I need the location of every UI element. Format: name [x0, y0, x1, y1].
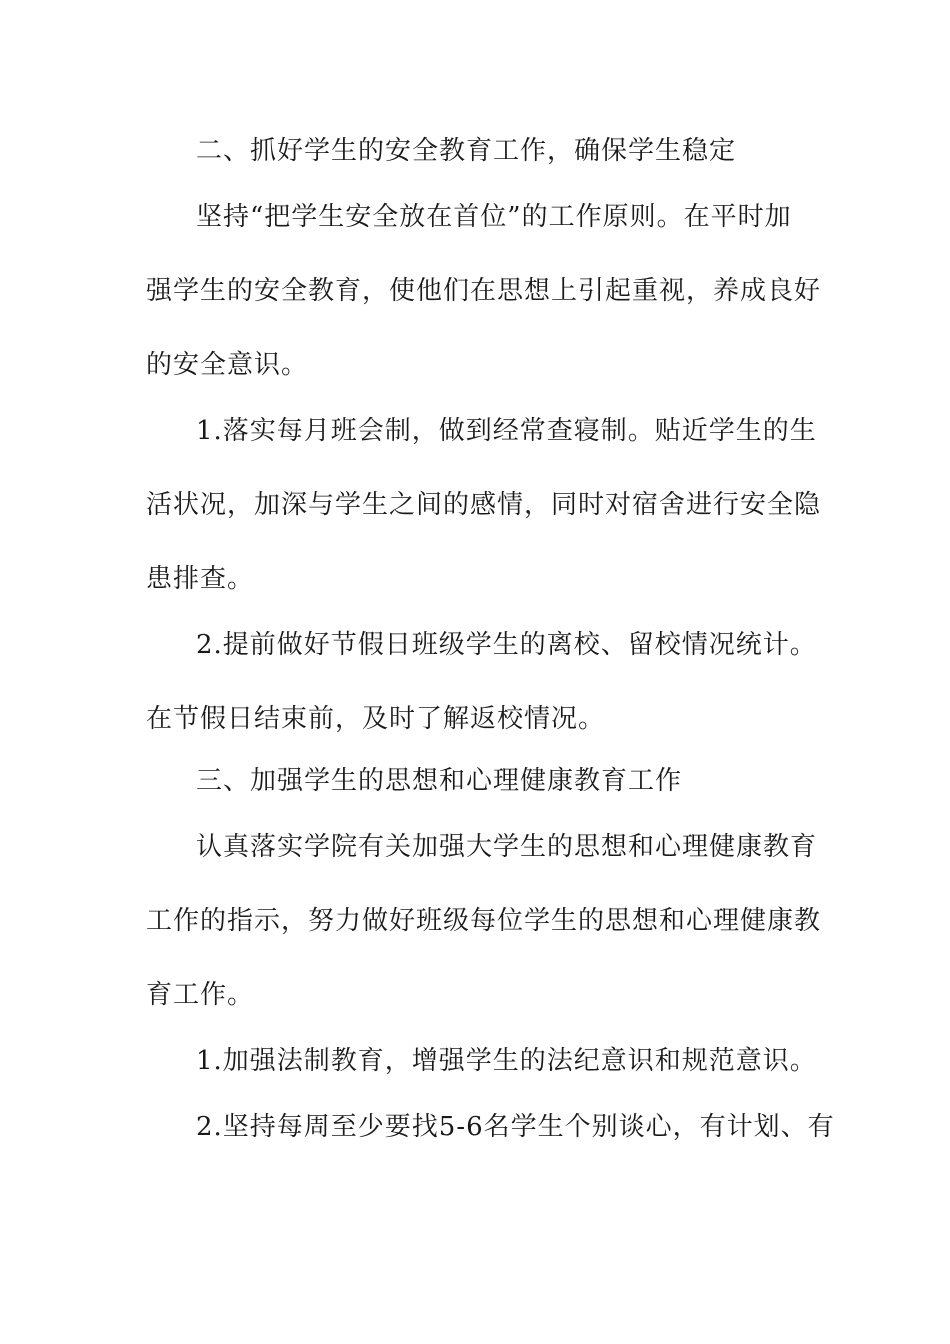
list-item-line: 2.坚持每周至少要找5-6名学生个别谈心，有计划、有: [196, 1112, 835, 1142]
paragraph-line: 工作的指示，努力做好班级每位学生的思想和心理健康教: [146, 906, 822, 936]
list-item-line: 1.加强法制教育，增强学生的法纪意识和规范意识。: [196, 1046, 817, 1076]
paragraph-line: 坚持“把学生安全放在首位”的工作原则。在平时加: [196, 202, 792, 232]
heading-section-three: 三、加强学生的思想和心理健康教育工作: [196, 766, 683, 796]
heading-section-two: 二、抓好学生的安全教育工作，确保学生稳定: [196, 136, 737, 166]
list-item-line: 2.提前做好节假日班级学生的离校、留校情况统计。: [196, 630, 817, 660]
paragraph-line: 认真落实学院有关加强大学生的思想和心理健康教育: [196, 832, 818, 862]
paragraph-line: 在节假日结束前，及时了解返校情况。: [146, 704, 606, 734]
paragraph-line: 的安全意识。: [146, 350, 309, 380]
paragraph-line: 患排查。: [146, 564, 255, 594]
paragraph-line: 活状况，加深与学生之间的感情，同时对宿舍进行安全隐: [146, 490, 822, 520]
list-item-line: 1.落实每月班会制，做到经常查寝制。贴近学生的生: [196, 416, 817, 446]
paragraph-line: 强学生的安全教育，使他们在思想上引起重视，养成良好: [146, 276, 822, 306]
paragraph-line: 育工作。: [146, 980, 255, 1010]
